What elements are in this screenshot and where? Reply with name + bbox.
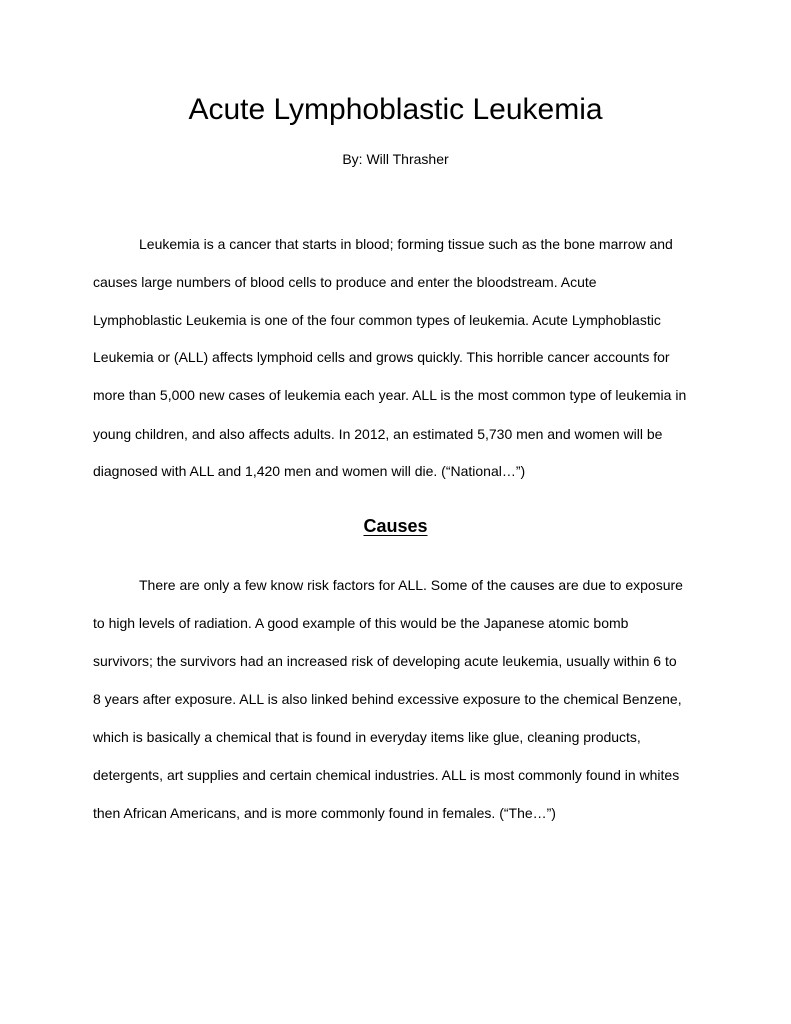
paragraph-line: 8 years after exposure. ALL is also linked behind excessive exposure to the chemical Benzene, xyxy=(93,691,682,707)
section-heading-causes xyxy=(0,514,791,538)
paragraph-line: causes large numbers of blood cells to produce and enter the bloodstream. Acute xyxy=(93,274,597,290)
paragraph-line: then African Americans, and is more commonly found in females. (“The…”) xyxy=(93,805,556,821)
author-byline: By: Will Thrasher xyxy=(342,151,449,167)
paragraph-line: detergents, art supplies and certain chemical industries. ALL is most commonly found in whites xyxy=(93,767,680,783)
paragraph-line: There are only a few know risk factors for ALL. Some of the causes are due to exposure xyxy=(139,577,683,593)
paragraph-line: which is basically a chemical that is found in everyday items like glue, cleaning products, xyxy=(93,729,641,745)
paragraph-line: young children, and also affects adults. In 2012, an estimated 5,730 men and women will be xyxy=(93,426,663,442)
paragraph-line: diagnosed with ALL and 1,420 men and women will die. (“National…”) xyxy=(93,463,526,479)
paragraph-line: Leukemia or (ALL) affects lymphoid cells and grows quickly. This horrible cancer accounts for xyxy=(93,349,670,365)
paragraph-line: more than 5,000 new cases of leukemia each year. ALL is the most common type of leukemia in xyxy=(93,387,687,403)
paragraph-line: to high levels of radiation. A good example of this would be the Japanese atomic bomb xyxy=(93,615,629,631)
section-heading-text: Causes xyxy=(363,516,428,536)
page-title: Acute Lymphoblastic Leukemia xyxy=(188,93,603,126)
paragraph-line: Leukemia is a cancer that starts in blood; forming tissue such as the bone marrow and xyxy=(139,236,673,252)
paragraph-line: survivors; the survivors had an increased risk of developing acute leukemia, usually within 6 to xyxy=(93,653,677,669)
paragraph-line: Lymphoblastic Leukemia is one of the four common types of leukemia. Acute Lymphoblastic xyxy=(93,312,661,328)
